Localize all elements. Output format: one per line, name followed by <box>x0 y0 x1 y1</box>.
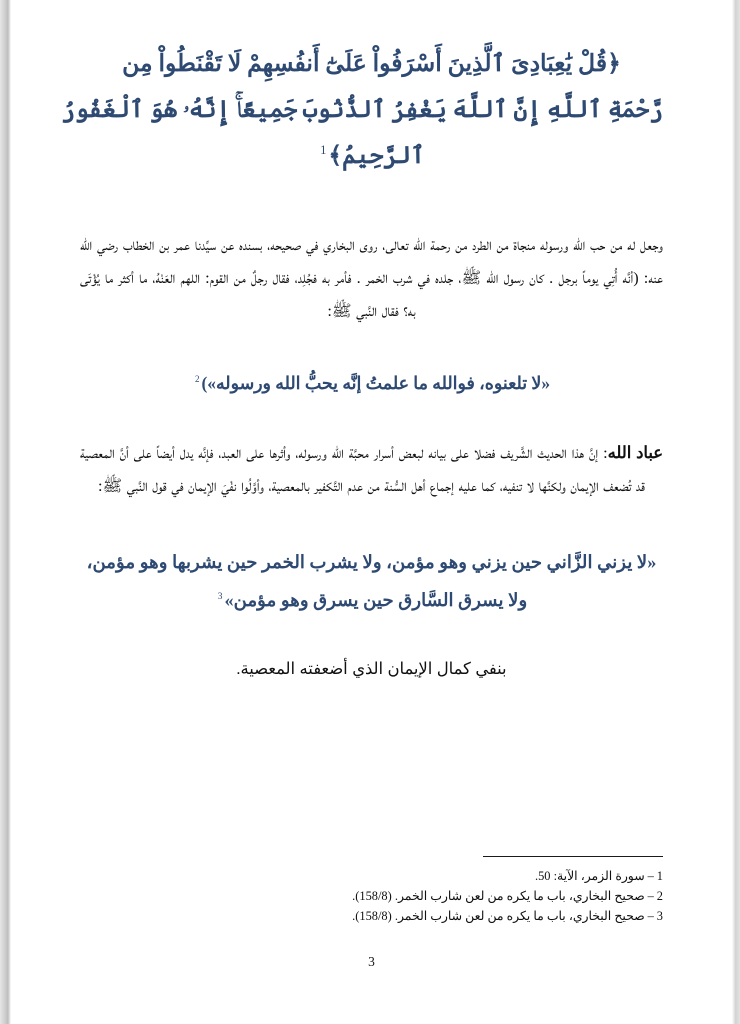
footnote-number: 2 <box>656 889 663 904</box>
footnotes-section <box>80 856 663 926</box>
footnote-dash: – <box>647 869 654 883</box>
body-paragraph-2-text: : إنَّ هذا الحديث الشَّريف فضلا على بيانه لبعض أسرار محبَّة الله ورسوله، وأثرها على العبد، فإنَّه يدل أيضاً على أنَّ المعصية قد تُضعف الإيمان ولكنَّها لا تنفيه، كما عليه إجماع أهل السُّنة من عدم التَّكفير بالمعصية، وأوَّلُوا نفْيَ الإيمان في قول النَّبي ﷺ: <box>80 443 646 495</box>
document-page <box>11 0 732 1024</box>
footnote-dash: – <box>647 889 654 904</box>
page-left-edge-shadow <box>0 0 11 1024</box>
quran-verse-line-3-text: ٱلرَّحِيمُ﴾ <box>328 142 425 169</box>
footnote-number: 1 <box>656 869 663 883</box>
hadith-quote-2-line-1: «لا يزني الزَّاني حين يزني وهو مؤمن، ولا يشرب الخمر حين يشربها وهو <box>139 552 657 573</box>
footnote-marker-1: 1 <box>320 142 327 157</box>
footnote-text: صحيح البخاري، باب ما يكره من لعن شارب الخمر. (158/8). <box>352 909 645 924</box>
body-paragraph-2-lead: عباد الله <box>607 443 663 463</box>
footnote-text: صحيح البخاري، باب ما يكره من لعن شارب الخمر. (158/8). <box>352 889 645 904</box>
footnote-row <box>80 886 663 906</box>
hadith-quote-2 <box>80 544 663 619</box>
page-number-value: 3 <box>368 954 375 969</box>
quran-verse-block <box>61 42 663 179</box>
footnote-list <box>80 866 663 926</box>
body-paragraph-1: وجعل له من حب الله ورسوله منجاة من الطرد من رحمة الله تعالى، روى البخاري في صحيحه، بسنده عن سيِّدنا عمر بن الخطاب رضي الله عنه: (أنَّه أُتِي يوماً برجل . كان رسول الله ﷺ، جلده في شرب الخمر . فأمر به فجُلِد، فقال رجلٌ من القوم: اللهم العَنْهُ، ما أكثر ما يُؤْتَى به؟ فقال النَّبي ﷺ: <box>80 235 663 320</box>
footnote-separator-rule <box>483 856 663 857</box>
footnote-marker-3: 3 <box>217 591 223 602</box>
quran-verse-line-2: رَّحْمَةِ ٱللَّهِ إِنَّ ٱللَّهَ يَغْفِرُ ٱلذُّنُوبَ جَمِيعًاۚ إِنَّهُۥ هُوَ ٱلْغَفُورُ <box>61 96 663 123</box>
quran-verse-line-1: ﴿قُلْ يَٰعِبَادِىَ ٱلَّذِينَ أَسْرَفُواْ عَلَىٰٓ أَنفُسِهِمْ لَا تَقْنَطُواْ مِن <box>122 51 621 77</box>
footnote-marker-2: 2 <box>194 374 200 385</box>
page-right-edge-shadow <box>732 0 740 1024</box>
footnote-number: 3 <box>656 909 663 924</box>
hadith-quote-2-line-2: مؤمن، ولا يسرق السَّارق حين يسرق وهو مؤمن» <box>86 552 528 610</box>
footnote-row <box>80 866 663 886</box>
body-paragraph-2 <box>80 437 663 502</box>
footnote-text: سورة الزمر، الآية: 50. <box>534 869 645 883</box>
quran-verse-line-3 <box>80 134 663 180</box>
closing-paragraph: بنفي كمال الإيمان الذي أضعفته المعصية. <box>236 658 507 678</box>
footnote-row <box>80 906 663 926</box>
page-content <box>61 0 663 702</box>
page-number-footer <box>11 954 732 970</box>
hadith-quote-1 <box>80 367 663 401</box>
hadith-quote-1-text: «لا تلعنوه، فوالله ما علمتُ إنَّه يحبُّ الله ورسوله») <box>201 373 551 394</box>
footnote-dash: – <box>647 909 654 924</box>
